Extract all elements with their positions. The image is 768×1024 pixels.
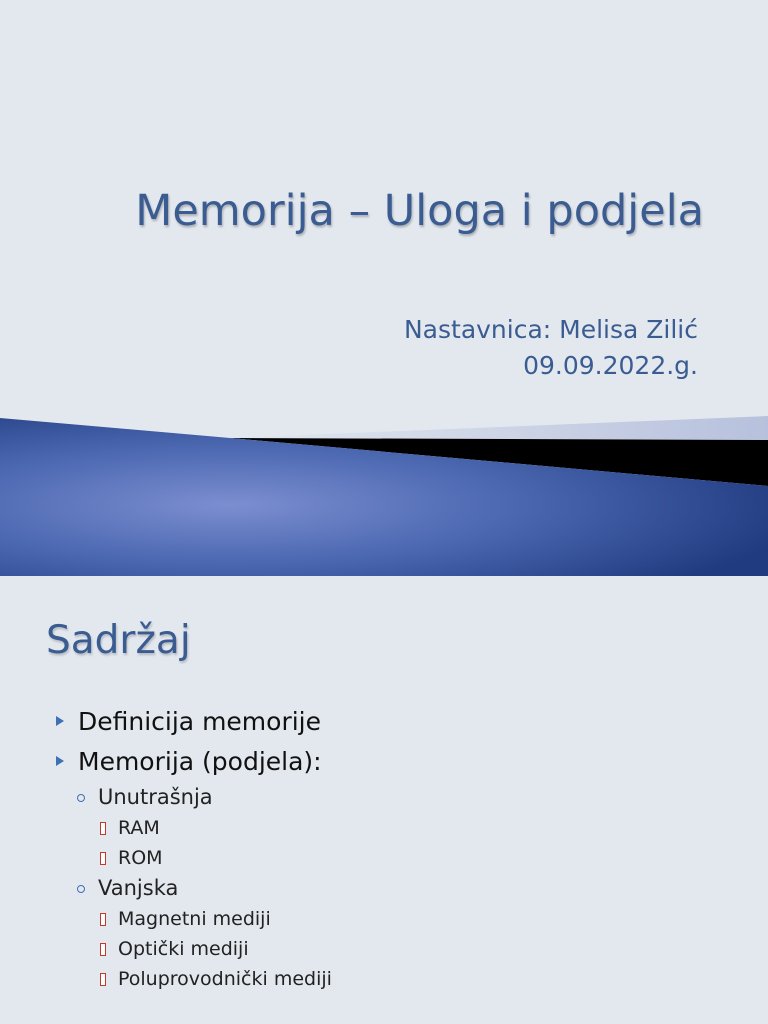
list-item-text: Definicija memorije (78, 707, 322, 736)
contents-slide (0, 576, 768, 1024)
list-item-text: Memorija (podjela): (78, 747, 322, 776)
list-item-text: RAM (118, 817, 160, 839)
slide-title: Memorija – Uloga i podjela (135, 186, 704, 236)
subtitle-date: 09.09.2022.g. (523, 351, 698, 380)
circle-bullet-icon (77, 794, 85, 802)
subtitle-author: Nastavnica: Melisa Zilić (403, 315, 698, 344)
list-item (0, 964, 768, 994)
list-item-text: Unutrašnja (98, 785, 213, 809)
slide-subtitle (404, 312, 698, 384)
list-item (0, 873, 768, 904)
list-item-text: ROM (118, 847, 163, 869)
contents-title: Sadržaj (46, 618, 191, 663)
square-bullet-icon (100, 852, 106, 865)
arrow-bullet-icon (56, 716, 64, 726)
square-bullet-icon (100, 973, 106, 986)
list-item-text: Poluprovodnički mediji (118, 968, 332, 990)
arrow-bullet-icon (56, 756, 64, 766)
list-item (0, 702, 768, 742)
list-item (0, 742, 768, 782)
list-item-text: Magnetni mediji (118, 908, 271, 930)
list-item (0, 934, 768, 964)
pale-stripe (230, 416, 768, 440)
contents-list (0, 702, 768, 994)
square-bullet-icon (100, 943, 106, 956)
square-bullet-icon (100, 913, 106, 926)
list-item (0, 782, 768, 813)
list-item-text: Optički mediji (118, 938, 249, 960)
list-item-text: Vanjska (98, 876, 179, 900)
list-item (0, 813, 768, 843)
list-item (0, 904, 768, 934)
decorative-wave-band (0, 400, 768, 576)
list-item (0, 843, 768, 873)
square-bullet-icon (100, 822, 106, 835)
circle-bullet-icon (77, 885, 85, 893)
